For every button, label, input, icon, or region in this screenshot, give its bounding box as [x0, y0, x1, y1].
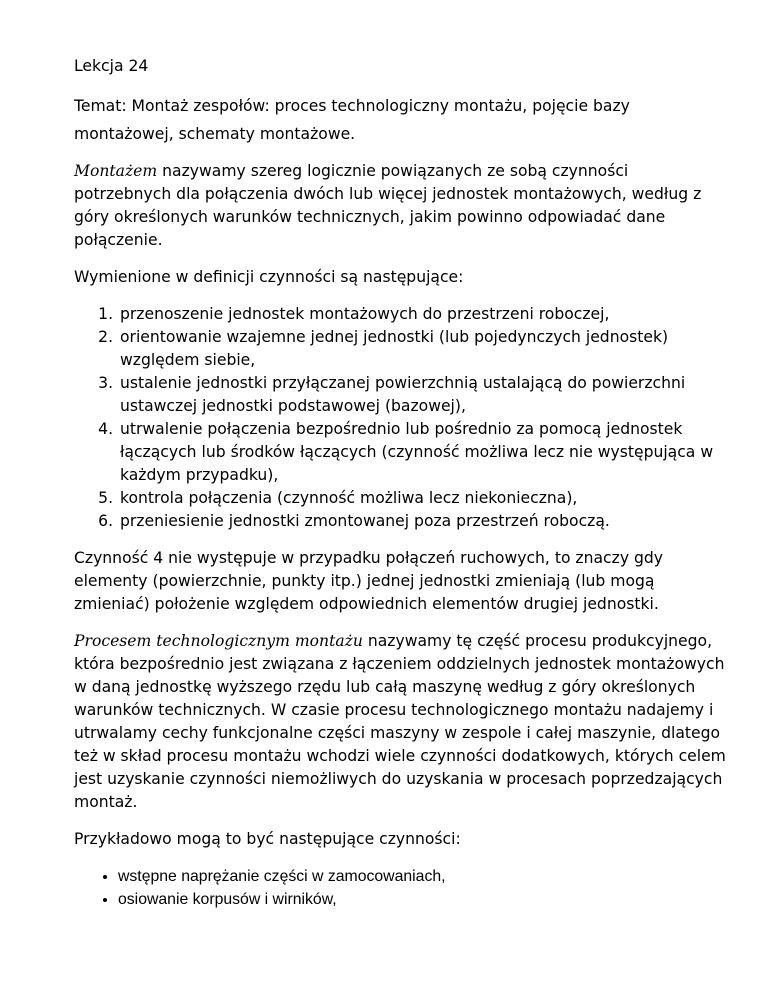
assembly-definition-text: nazywamy szereg logicznie powiązanych ze sobą czynności potrzebnych dla połączenia dwóch lub więcej jednostek montażowych, według z góry określonych warunków technicznych, jakim powinno odpowiadać dane połączenie.: [74, 162, 702, 249]
list-item: 1. przenoszenie jednostek montażowych do przestrzeni roboczej,: [118, 303, 728, 326]
examples-list: [74, 865, 728, 911]
process-term: Procesem technologicznym montażu: [74, 632, 363, 650]
examples-intro: Przykładowo mogą to być następujące czynności:: [74, 830, 461, 848]
assembly-definition: [74, 160, 728, 252]
list-item: 6. przeniesienie jednostki zmontowanej poza przestrzeń roboczą.: [118, 510, 728, 533]
steps-intro: Wymienione w definicji czynności są następujące:: [74, 268, 464, 286]
lesson-number: Lekcja 24: [74, 57, 149, 75]
lesson-topic: Temat: Montaż zespołów: proces technologiczny montażu, pojęcie bazy montażowej, schematy montażowe.: [74, 97, 630, 143]
list-item: 3. ustalenie jednostki przyłączanej powierzchnią ustalającą do powierzchni ustawczej jednostki podstawowej (bazowej),: [118, 372, 728, 418]
movement-note: Czynność 4 nie występuje w przypadku połączeń ruchowych, to znaczy gdy elementy (powierzchnie, punkty itp.) jednej jednostki zmieniają (lub mogą zmieniać) położenie względem odpowiednich elementów drugiej jednostki.: [74, 549, 664, 613]
list-item: 4. utrwalenie połączenia bezpośrednio lub pośrednio za pomocą jednostek łączących lub środków łączących (czynność możliwa lecz nie występująca w każdym przypadku),: [118, 418, 728, 487]
steps-list: [74, 303, 728, 533]
list-item: • wstępne naprężanie części w zamocowaniach,: [118, 865, 728, 888]
assembly-term: Montażem: [74, 162, 158, 180]
process-definition: [74, 630, 728, 814]
process-definition-text: nazywamy tę część procesu produkcyjnego, która bezpośrednio jest związana z łączeniem oddzielnych jednostek montażowych w daną jednostkę wyższego rzędu lub całą maszynę według z góry określonych warunków technicznych. W czasie procesu technologicznego montażu nadajemy i utrwalamy cechy funkcjonalne części maszyny w zespole i całej maszynie, dlatego też w skład procesu montażu wchodzi wiele czynności dodatkowych, których celem jest uzyskanie czynności niemożliwych do uzyskania w procesach poprzedzających montaż.: [74, 632, 726, 811]
list-item: 5. kontrola połączenia (czynność możliwa lecz niekonieczna),: [118, 487, 728, 510]
list-item: 2. orientowanie wzajemne jednej jednostki (lub pojedynczych jednostek) względem siebie,: [118, 326, 728, 372]
list-item: • osiowanie korpusów i wirników,: [118, 888, 728, 911]
